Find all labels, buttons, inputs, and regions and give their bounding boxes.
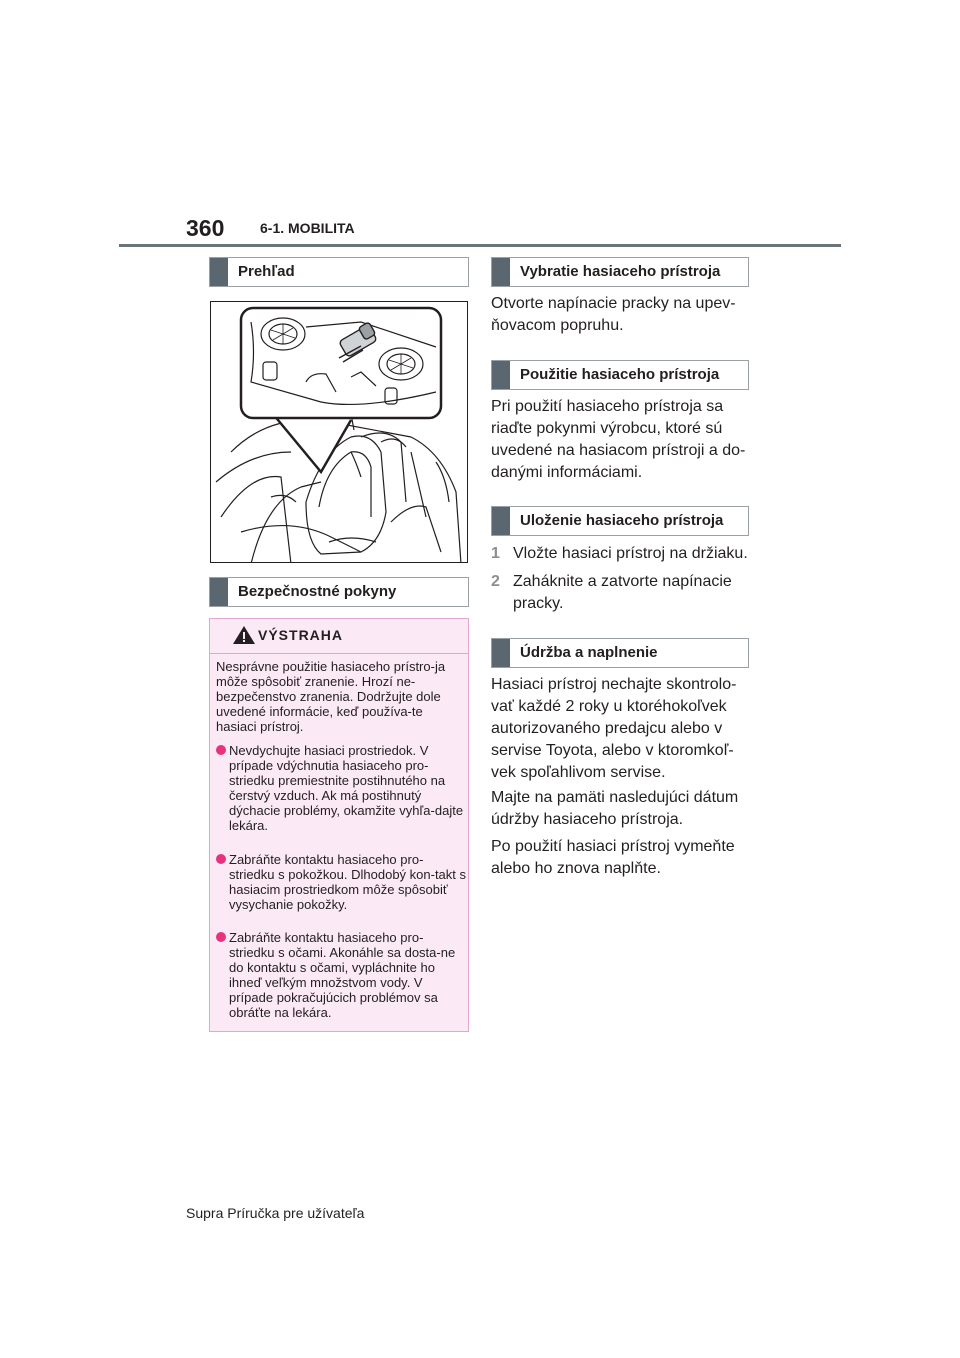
heading-bar — [210, 258, 228, 286]
section-label: 6-1. MOBILITA — [260, 220, 355, 236]
heading-bar — [210, 578, 228, 606]
store-step — [491, 543, 753, 565]
car-interior-illustration — [211, 302, 468, 563]
footer-text: Supra Príručka pre užívateľa — [186, 1205, 365, 1221]
step-number: 1 — [491, 545, 500, 562]
heading-bar — [492, 507, 510, 535]
step-text: Zaháknite a zatvorte napínacie pracky. — [513, 573, 732, 612]
store-heading-text: Uloženie hasiaceho prístroja — [520, 512, 724, 529]
bullet-dot-icon — [216, 745, 226, 755]
remove-heading-text: Vybratie hasiaceho prístroja — [520, 263, 721, 280]
maintenance-heading — [491, 638, 749, 668]
use-heading — [491, 360, 749, 390]
overview-heading-text: Prehľad — [238, 263, 295, 280]
warning-title: VÝSTRAHA — [258, 627, 344, 643]
use-heading-text: Použitie hasiaceho prístroja — [520, 366, 720, 383]
page-number: 360 — [186, 215, 225, 241]
warning-bullet — [216, 743, 468, 833]
warning-title-row — [210, 619, 468, 649]
remove-text: Otvorte napínacie pracky na upev-ňovacom popruhu. — [491, 295, 736, 334]
warning-intro: Nesprávne použitie hasiaceho prístro-ja môže spôsobiť zranenie. Hrozí ne-bezpečenstvo zranenia. Dodržujte dole uvedené informácie, keď používa-te hasiaci prístroj. — [216, 659, 446, 734]
warning-box — [209, 618, 469, 1032]
warning-bullet-text: Nevdychujte hasiaci prostriedok. V prípade vdýchnutia hasiaceho pro-striedku premiestnite postihnutého na čerstvý vzduch. Ak má postihnutý dýchacie problémy, okamžite vyhľa-dajte lekára. — [229, 743, 464, 833]
header-rule — [119, 244, 841, 247]
overview-figure — [210, 301, 468, 563]
maintenance-paragraph: Hasiaci prístroj nechajte skontrolo-vať každé 2 roky u ktoréhokoľvek autorizovaného predajcu alebo v servise Toyota, alebo v ktoromkoľ-vek spoľahlivom servise. — [491, 676, 737, 781]
bullet-dot-icon — [216, 932, 226, 942]
heading-bar — [492, 361, 510, 389]
safety-heading — [209, 577, 469, 607]
warning-bullet — [216, 930, 468, 1020]
maintenance-paragraph: Po použití hasiaci prístroj vymeňte alebo ho znova naplňte. — [491, 838, 735, 877]
warning-triangle-icon — [232, 625, 256, 645]
store-step — [491, 571, 753, 615]
use-text: Pri použití hasiaceho prístroja sa riaďte pokynmi výrobcu, ktoré sú uvedené na hasiacom prístroji a do-danými informáciami. — [491, 398, 746, 481]
safety-heading-text: Bezpečnostné pokyny — [238, 583, 397, 600]
warning-bullet-text: Zabráňte kontaktu hasiaceho pro-striedku s pokožkou. Dlhodobý kon-takt s hasiacim prostriedkom môže spôsobiť vysychanie pokožky. — [229, 852, 467, 912]
overview-heading — [209, 257, 469, 287]
maintenance-heading-text: Údržba a naplnenie — [520, 644, 658, 661]
step-number: 2 — [491, 573, 500, 590]
heading-bar — [492, 258, 510, 286]
step-text: Vložte hasiaci prístroj na držiaku. — [513, 545, 748, 562]
bullet-dot-icon — [216, 854, 226, 864]
maintenance-paragraph: Majte na pamäti nasledujúci dátum údržby hasiaceho prístroja. — [491, 789, 739, 828]
store-heading — [491, 506, 749, 536]
heading-bar — [492, 639, 510, 667]
warning-bullet-text: Zabráňte kontaktu hasiaceho pro-striedku s očami. Akonáhle sa dosta-ne do kontaktu s očami, vypláchnite ho ihneď veľkým množstvom vody. V prípade pokračujúcich problémov sa obráťte na lekára. — [229, 930, 456, 1020]
remove-heading — [491, 257, 749, 287]
warning-divider — [210, 653, 468, 654]
warning-bullet — [216, 852, 468, 912]
